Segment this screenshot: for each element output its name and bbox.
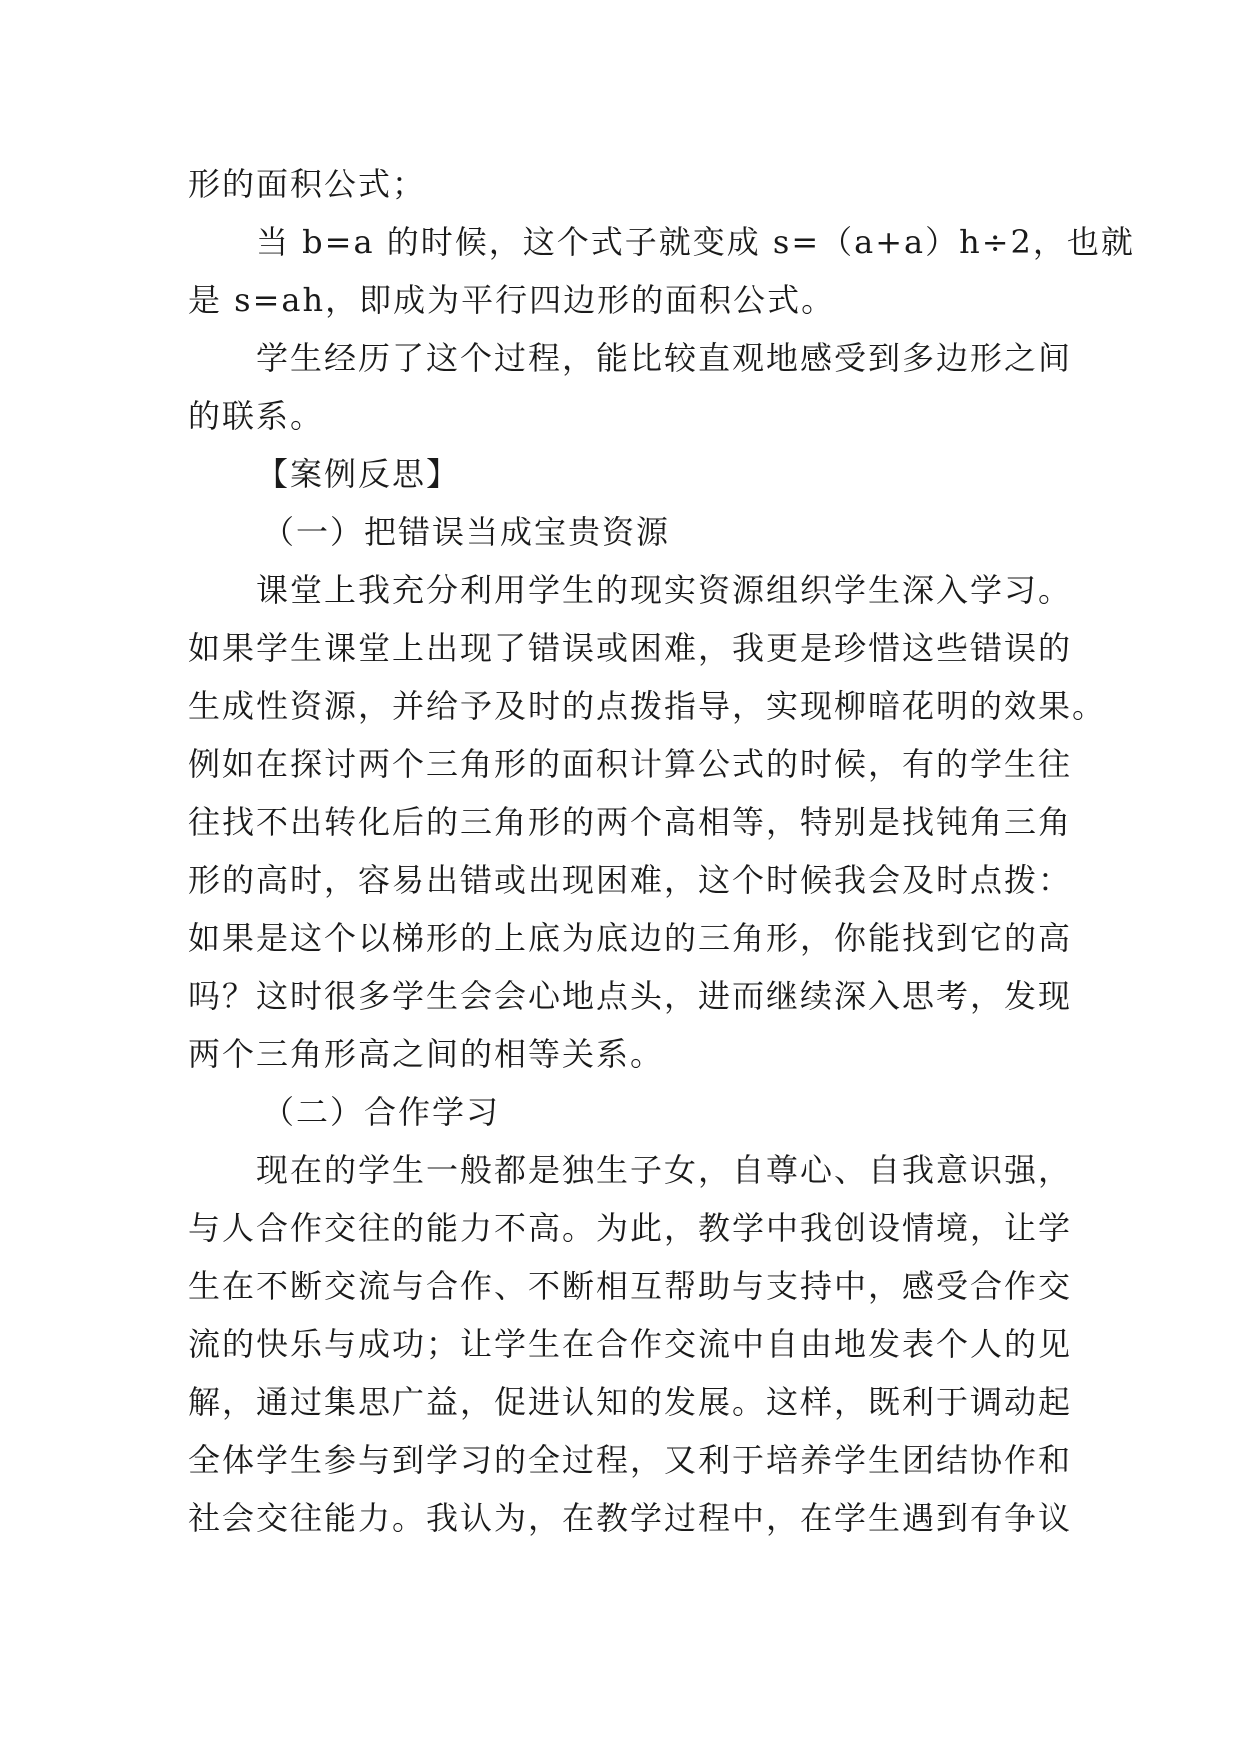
subsection-heading: （一）把错误当成宝贵资源	[262, 513, 671, 551]
text-line: 学生经历了这个过程，能比较直观地感受到多边形之间	[256, 339, 1073, 377]
section-heading: 【案例反思】	[256, 455, 461, 493]
text-line: 例如在探讨两个三角形的面积计算公式的时候，有的学生往	[188, 745, 1073, 783]
text-line: 全体学生参与到学习的全过程，又利于培养学生团结协作和	[188, 1441, 1073, 1479]
text-line: 课堂上我充分利用学生的现实资源组织学生深入学习。	[256, 571, 1073, 609]
subsection-heading: （二）合作学习	[262, 1093, 501, 1131]
text-line: 社会交往能力。我认为，在教学过程中，在学生遇到有争议	[188, 1499, 1073, 1537]
text-line: 如果学生课堂上出现了错误或困难，我更是珍惜这些错误的	[188, 629, 1073, 667]
text-line: 的联系。	[188, 397, 325, 435]
text-line: 形的高时，容易出错或出现困难，这个时候我会及时点拨：	[188, 861, 1073, 899]
text-line: 是 s=ah，即成为平行四边形的面积公式。	[188, 281, 836, 319]
text-line: 现在的学生一般都是独生子女，自尊心、自我意识强，	[256, 1151, 1073, 1189]
text-line: 与人合作交往的能力不高。为此，教学中我创设情境，让学	[188, 1209, 1073, 1247]
text-line: 形的面积公式；	[188, 165, 427, 203]
text-line: 流的快乐与成功；让学生在合作交流中自由地发表个人的见	[188, 1325, 1073, 1363]
text-line: 吗？这时很多学生会会心地点头，进而继续深入思考，发现	[188, 977, 1073, 1015]
text-line: 往找不出转化后的三角形的两个高相等，特别是找钝角三角	[188, 803, 1073, 841]
text-line: 解，通过集思广益，促进认知的发展。这样，既利于调动起	[188, 1383, 1073, 1421]
text-line: 生成性资源，并给予及时的点拨指导，实现柳暗花明的效果。	[188, 687, 1107, 725]
text-line: 生在不断交流与合作、不断相互帮助与支持中，感受合作交	[188, 1267, 1073, 1305]
text-line: 如果是这个以梯形的上底为底边的三角形，你能找到它的高	[188, 919, 1073, 957]
text-line: 当 b=a 的时候，这个式子就变成 s=（a+a）h÷2，也就	[256, 223, 1135, 261]
text-line: 两个三角形高之间的相等关系。	[188, 1035, 665, 1073]
